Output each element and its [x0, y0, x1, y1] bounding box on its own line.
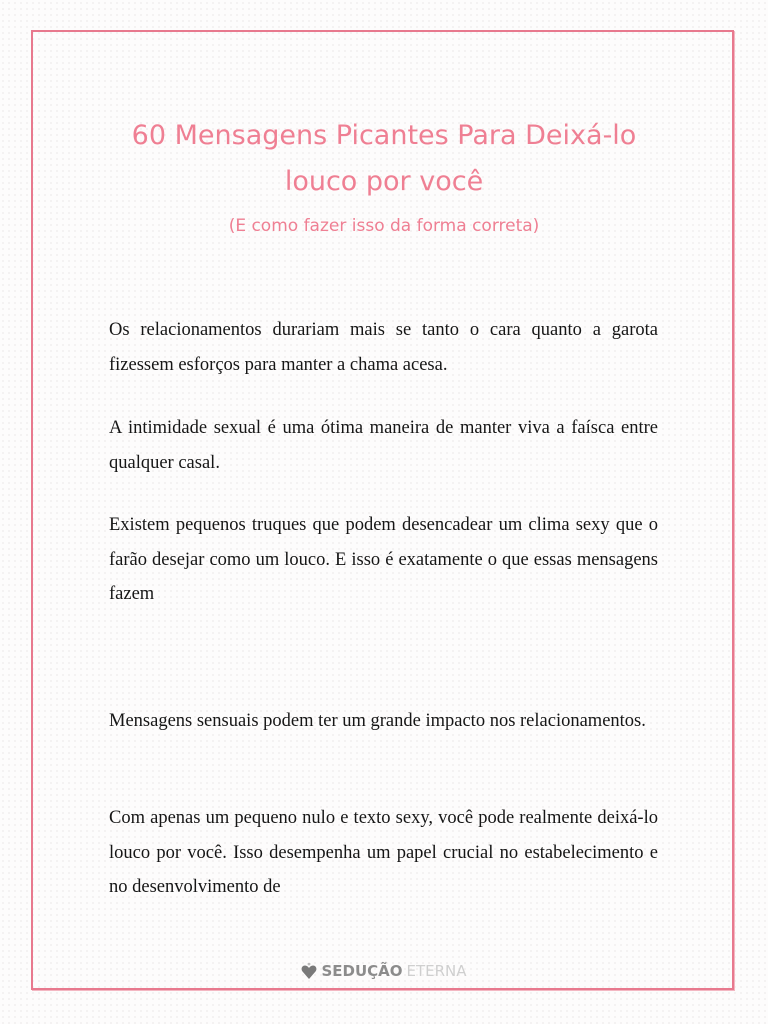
paragraph-5: Com apenas um pequeno nulo e texto sexy, você pode realmente deixá-lo louco por você. Isso desempenha um papel crucial no estabelecimento e no desenvolvimento de [109, 808, 658, 897]
page-title: 60 Mensagens Picantes Para Deixá-lo louco por você [131, 120, 637, 197]
paragraph-1: Os relacionamentos durariam mais se tanto o cara quanto a garota fizessem esforços para manter a chama acesa. [109, 320, 658, 375]
paragraph-2: A intimidade sexual é uma ótima maneira de manter viva a faísca entre qualquer casal. [109, 418, 658, 473]
paragraph-4: Mensagens sensuais podem ter um grande impacto nos relacionamentos. [109, 711, 646, 731]
paragraph-3: Existem pequenos truques que podem desencadear um clima sexy que o farão desejar como um louco. E isso é exatamente o que essas mensagens fazem [109, 515, 658, 604]
brand-name-part2: ETERNA [406, 962, 467, 980]
page-subtitle: (E como fazer isso da forma correta) [228, 216, 540, 236]
footer-brand [0, 958, 768, 984]
heart-icon [301, 962, 317, 980]
brand-name-part1: SEDUÇÃO [321, 962, 403, 980]
